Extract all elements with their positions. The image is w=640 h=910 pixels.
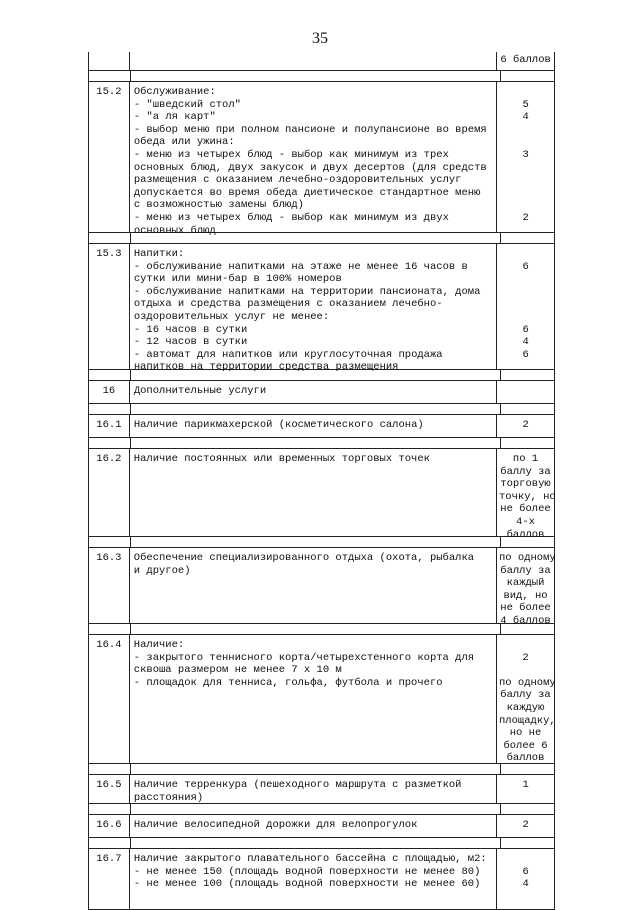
description-line: Наличие постоянных или временных торговых точек: [133, 453, 430, 465]
item-points: [497, 82, 554, 232]
points-line: 4 баллов: [500, 614, 551, 627]
item-points: [497, 381, 554, 403]
points-line: [499, 273, 552, 286]
item-description: [130, 449, 497, 536]
description-line: - 12 часов в сутки: [133, 336, 248, 349]
table-row: [88, 634, 555, 764]
item-description: [130, 849, 497, 909]
row-gap: [88, 838, 555, 848]
table-row: [88, 414, 555, 438]
points-line: каждый: [506, 577, 545, 590]
row-gap: [88, 764, 555, 774]
points-line: торговую: [500, 478, 551, 491]
description-line: допускается во время обеда диетическое стандартное меню: [133, 186, 481, 199]
points-line: площадку,: [499, 714, 556, 727]
item-description: [130, 775, 497, 803]
row-gap: [88, 804, 555, 814]
points-line: баллов: [506, 752, 545, 765]
item-description: [130, 815, 497, 837]
item-points: [497, 815, 554, 837]
points-line: 2: [522, 211, 529, 224]
points-line: [499, 385, 552, 398]
item-description: [130, 244, 497, 374]
row-gap: [88, 624, 555, 634]
row-gap: [88, 537, 555, 547]
description-line: и другое): [133, 564, 191, 577]
criteria-table: [88, 52, 555, 910]
points-line: баллу за: [500, 689, 551, 702]
description-line: Наличие закрытого плавательного бассейна с площадью, м2:: [133, 853, 487, 865]
points-line: каждую: [506, 701, 545, 714]
description-line: Наличие терренкура (пешеходного маршрута с разметкой: [133, 779, 462, 791]
points-line: не более: [500, 602, 551, 615]
points-line: по 1: [512, 453, 539, 465]
item-points: [497, 635, 554, 763]
points-line: 4: [522, 111, 529, 124]
table-row: [88, 243, 555, 374]
item-description: [130, 82, 497, 237]
points-line: 4: [522, 336, 529, 349]
description-line: - 16 часов в сутки: [133, 323, 248, 336]
points-line: [499, 248, 552, 261]
page-number: 35: [312, 30, 328, 47]
description-line: - меню из четырех блюд - выбор как минимум из двух: [133, 211, 449, 224]
table-row: [88, 814, 555, 838]
points-line: 6: [522, 865, 529, 878]
item-points: [497, 244, 554, 369]
item-number: 16.1: [89, 415, 130, 437]
points-line: [499, 225, 552, 238]
points-line: [499, 174, 552, 187]
points-line: 2: [522, 651, 529, 664]
table-row: [88, 547, 556, 627]
points-line: [499, 361, 552, 374]
item-number: 16.5: [89, 775, 130, 803]
description-line: напитков на территории средства размещения: [133, 361, 399, 374]
points-line: [499, 86, 552, 99]
points-line: 6: [522, 260, 529, 273]
points-line: 6 баллов: [500, 54, 551, 66]
points-line: [499, 124, 552, 137]
description-line: Наличие велосипедной дорожки для велопрогулок: [133, 819, 418, 831]
item-number: 16: [89, 381, 130, 403]
table-row: [88, 81, 555, 237]
item-description: [130, 548, 497, 623]
points-line: по одному: [499, 676, 556, 689]
item-points: [497, 415, 554, 437]
description-line: - "шведский стол": [133, 98, 241, 111]
points-line: более 6: [503, 739, 548, 752]
description-line: - закрытого теннисного корта/четырехстенного корта для: [133, 651, 475, 664]
description-line: - автомат для напитков или круглосуточная продажа: [133, 348, 443, 361]
points-line: [499, 298, 552, 311]
description-line: - "а ля карт": [133, 111, 216, 124]
table-row: [88, 448, 556, 541]
description-line: - площадок для тенниса, гольфа, футбола и прочего: [133, 676, 443, 689]
row-gap: [88, 71, 555, 81]
table-row: [88, 774, 555, 804]
points-line: [499, 187, 552, 200]
points-line: 3: [522, 148, 529, 161]
description-line: сутки или мини-бар в 100% номеров: [133, 273, 342, 286]
description-line: - не менее 150 (площадь водной поверхности не менее 80): [133, 865, 481, 878]
row-gap: [88, 404, 555, 414]
item-number: 16.7: [89, 849, 130, 909]
item-number: 15.2: [89, 82, 130, 232]
points-line: 2: [522, 419, 529, 431]
description-line: - обслуживание напитками на территории пансионата, дома: [133, 285, 481, 298]
row-gap: [88, 233, 555, 243]
item-description: [130, 52, 497, 70]
description-line: с возможностью замены блюд): [133, 199, 304, 212]
description-line: - меню из четырех блюд - выбор как минимум из трех: [133, 148, 449, 161]
description-line: обеда или ужина:: [133, 136, 235, 149]
points-line: 4: [522, 878, 529, 891]
description-line: Обеспечение специализированного отдыха (охота, рыбалка: [133, 552, 475, 564]
points-line: [499, 853, 552, 866]
item-points: [497, 849, 554, 909]
points-line: [499, 639, 552, 652]
points-line: 5: [522, 98, 529, 111]
points-line: вид, но: [503, 589, 548, 602]
item-points: [497, 548, 556, 627]
points-line: точку, но: [499, 490, 556, 503]
item-description: [130, 635, 497, 763]
item-description: [130, 381, 497, 403]
table-row: [88, 380, 555, 404]
points-line: [499, 162, 552, 175]
item-points: [497, 775, 554, 803]
points-line: баллов: [506, 528, 545, 541]
points-line: [499, 136, 552, 149]
points-line: [499, 664, 552, 677]
item-number: 16.2: [89, 449, 130, 536]
description-line: Дополнительные услуги: [133, 385, 267, 397]
description-line: сквоша размером не менее 7 х 10 м: [133, 664, 342, 677]
table-row: [88, 52, 555, 71]
points-line: [499, 199, 552, 212]
description-line: Наличие парикмахерской (косметического салона): [133, 419, 424, 431]
description-line: расстояния): [133, 791, 204, 804]
item-description: [130, 415, 497, 437]
points-line: 1: [522, 779, 529, 791]
description-line: - не менее 100 (площадь водной поверхности не менее 60): [133, 878, 481, 891]
points-line: 6: [522, 323, 529, 336]
table-row: [88, 848, 555, 910]
description-line: Наличие:: [133, 639, 185, 651]
points-line: 6: [522, 348, 529, 361]
points-line: не более: [500, 503, 551, 516]
item-number: 16.3: [89, 548, 130, 623]
description-line: основных блюд, двух закусок и двух десертов (для средств: [133, 161, 487, 174]
description-line: Обслуживание:: [133, 86, 216, 98]
description-line: Напитки:: [133, 248, 185, 260]
points-line: по одному: [499, 552, 556, 564]
row-gap: [88, 438, 555, 448]
item-number: 16.6: [89, 815, 130, 837]
description-line: отдыха и средства размещения с оказанием лечебно-: [133, 298, 443, 311]
points-line: [499, 311, 552, 324]
item-number: 15.3: [89, 244, 130, 369]
row-gap: [88, 370, 555, 380]
points-line: 2: [522, 819, 529, 831]
description-line: оздоровительных услуг не менее:: [133, 310, 330, 323]
description-line: размещения с оказанием лечебно-оздоровительных услуг: [133, 174, 462, 187]
description-line: основных блюд: [133, 224, 216, 237]
description-line: - обслуживание напитками на этаже не менее 16 часов в: [133, 260, 468, 273]
description-line: - выбор меню при полном пансионе и полупансионе во время: [133, 123, 487, 136]
points-line: [499, 286, 552, 299]
points-line: баллу за: [500, 564, 551, 577]
item-number: [89, 52, 130, 70]
item-points: [497, 52, 554, 70]
item-points: [497, 449, 556, 541]
points-line: но не: [509, 727, 542, 740]
points-line: баллу за: [500, 465, 551, 478]
item-number: 16.4: [89, 635, 130, 763]
points-line: 4-х: [516, 515, 535, 528]
